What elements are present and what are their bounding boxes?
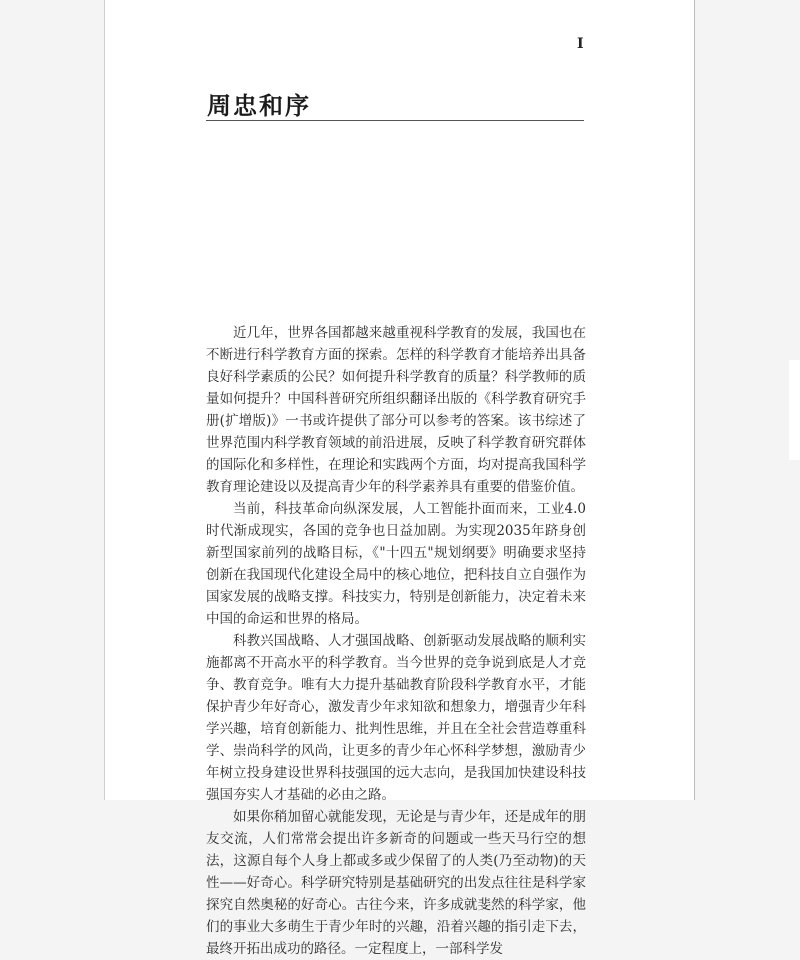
body-text: [206, 322, 586, 960]
adjacent-page-edge: [789, 360, 800, 460]
page-title: 周忠和序: [207, 92, 311, 120]
paragraph: 如果你稍加留心就能发现，无论是与青少年，还是成年的朋友交流，人们常常会提出许多新奇的问题或一些天马行空的想法，这源自每个人身上都或多或少保留了的人类(乃至动物)的天性——好奇心。科学研究特别是基础研究的出发点往往是科学家探究自然奥秘的好奇心。古往今来，许多成就斐然的科学家，他们的事业大多萌生于青少年时的兴趣，沿着兴趣的指引走下去，最终开拓出成功的路径。一定程度上，一部科学发: [206, 809, 586, 957]
page-number: I: [577, 36, 584, 52]
paragraph: 当前，科技革命向纵深发展，人工智能扑面而来，工业4.0时代渐成现实，各国的竞争也日益加剧。为实现2035年跻身创新型国家前列的战略目标，《"十四五"规划纲要》明确要求坚持创新在我国现代化建设全局中的核心地位，把科技自立自强作为国家发展的战略支撑。科技实力，特别是创新能力，决定着未来中国的命运和世界的格局。: [206, 501, 586, 627]
paragraph: 近几年，世界各国都越来越重视科学教育的发展，我国也在不断进行科学教育方面的探索。怎样的科学教育才能培养出具备良好科学素质的公民？如何提升科学教育的质量？科学教师的质量如何提升？中国科普研究所组织翻译出版的《科学教育研究手册(扩增版)》一书或许提供了部分可以参考的答案。该书综述了世界范围内科学教育领域的前沿进展，反映了科学教育研究群体的国际化和多样性，在理论和实践两个方面，均对提高我国科学教育理论建设以及提高青少年的科学素养具有重要的借鉴价值。: [206, 325, 586, 495]
paragraph: 科教兴国战略、人才强国战略、创新驱动发展战略的顺利实施都离不开高水平的科学教育。当今世界的竞争说到底是人才竞争、教育竞争。唯有大力提升基础教育阶段科学教育水平，才能保护青少年好奇心，激发青少年求知欲和想象力，增强青少年科学兴趣，培育创新能力、批判性思维，并且在全社会营造尊重科学、崇尚科学的风尚，让更多的青少年心怀科学梦想，激励青少年树立投身建设世界科技强国的远大志向，是我国加快建设科技强国夯实人才基础的必由之路。: [206, 633, 586, 803]
title-divider: [206, 120, 584, 121]
